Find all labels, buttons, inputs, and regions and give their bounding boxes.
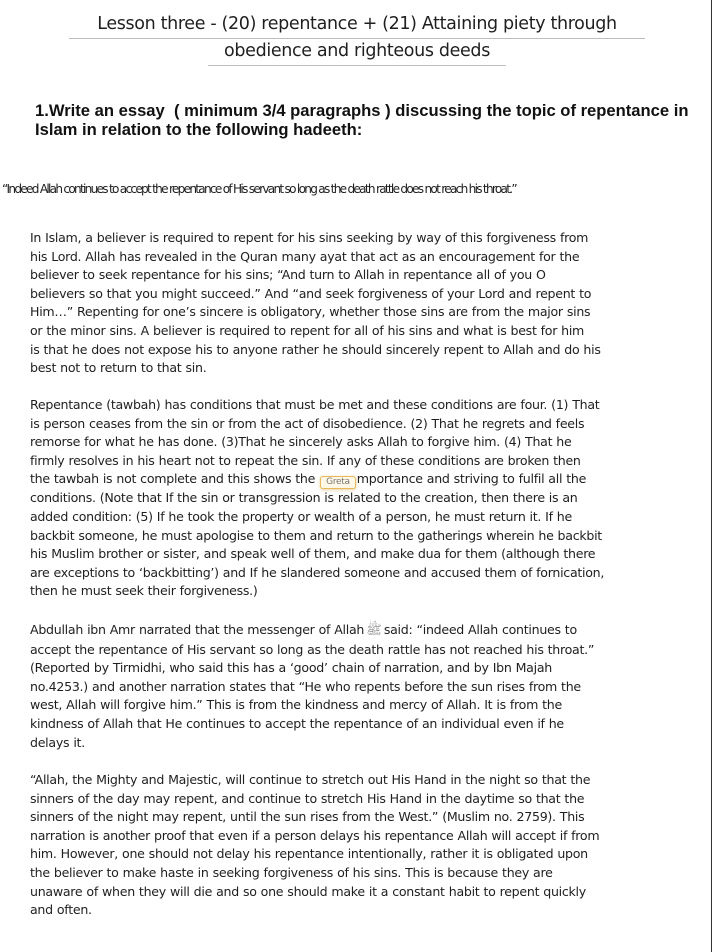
paragraph-line: is person ceases from the sin or from the act of disobedience. (2) That he regrets and feels <box>30 415 585 431</box>
paragraph-line: is that he does not expose his to anyone rather he should sincerely repent to Allah and do his <box>30 341 601 357</box>
paragraph-line: Repentance (tawbah) has conditions that must be met and these conditions are four. (1) That <box>30 397 600 412</box>
paragraph-line: Him…” Repenting for one’s sincere is obligatory, whether those sins are from the major sins <box>30 304 591 320</box>
paragraph-line: conditions. (Note that If the sin or transgression is related to the creation, then there is an <box>30 490 578 506</box>
paragraph-line: and often. <box>30 902 92 918</box>
paragraph-line: firmly resolves in his heart not to repeat the sin. If any of these conditions are broken then <box>30 452 581 468</box>
paragraph-line-with-honorific <box>30 621 690 641</box>
essay-paragraph-3 <box>30 621 690 752</box>
question-line-2: Islam in relation to the following hadeeth: <box>35 120 363 139</box>
line-text-before: Abdullah ibn Amr narrated that the messenger of Allah <box>30 622 365 637</box>
paragraph-line: best not to return to that sin. <box>30 360 207 376</box>
salla-honorific-icon: ﷺ <box>366 623 382 638</box>
paragraph-line: are exceptions to ‘backbitting’) and If he slandered someone and accused them of fornication, <box>30 564 605 580</box>
grammar-suggestion-marker[interactable]: Greta <box>320 476 356 489</box>
paragraph-line: his Muslim brother or sister, and speak well of them, and make dua for them (although there <box>30 546 596 562</box>
essay-paragraph-4 <box>30 771 690 920</box>
paragraph-line: his Lord. Allah has revealed in the Quran many ayat that act as an encouragement for the <box>30 248 580 264</box>
paragraph-line: In Islam, a believer is required to repent for his sins seeking by way of this forgiveness from <box>30 230 589 245</box>
question-line-1: 1.Write an essay ( minimum 3/4 paragraphs ) discussing the topic of repentance in <box>35 101 689 120</box>
paragraph-line-with-marker <box>30 470 690 489</box>
title-line-1: Lesson three - (20) repentance + (21) Attaining piety through <box>69 12 645 39</box>
paragraph-line: remorse for what he has done. (3)That he sincerely asks Allah to forgive him. (4) That he <box>30 434 572 450</box>
lesson-title <box>0 12 714 66</box>
paragraph-line: him. However, one should not delay his repentance intentionally, rather it is obligated upon <box>30 846 588 862</box>
paragraph-line: narration is another proof that even if a person delays his repentance Allah will accept if from <box>30 827 600 843</box>
title-line-2: obedience and righteous deeds <box>208 39 506 66</box>
essay-paragraph-1 <box>30 229 690 378</box>
page-right-border <box>711 0 712 952</box>
paragraph-line: unaware of when they will die and so one should make it a constant habit to repent quickly <box>30 883 586 899</box>
paragraph-line: (Reported by Tirmidhi, who said this has a ‘good’ chain of narration, and by Ibn Majah <box>30 660 552 676</box>
line-text-before: the tawbah is not complete and this shows the <box>30 471 320 487</box>
line-text-after: said: “indeed Allah continues to <box>383 622 577 637</box>
paragraph-line: then he must seek their forgiveness.) <box>30 583 258 599</box>
paragraph-line: kindness of Allah that He continues to accept the repentance of an individual even if he <box>30 715 564 731</box>
paragraph-line: “Allah, the Mighty and Majestic, will continue to stretch out His Hand in the night so that the <box>30 772 591 787</box>
paragraph-line: accept the repentance of His servant so long as the death rattle has not reached his throat.” <box>30 641 595 657</box>
paragraph-line: sinners of the day may repent, and continue to stretch His Hand in the daytime so that the <box>30 790 585 806</box>
paragraph-line: the believer to make haste in seeking forgiveness of his sins. This is because they are <box>30 864 553 880</box>
paragraph-line: delays it. <box>30 734 85 750</box>
paragraph-line: west, Allah will forgive him.” This is from the kindness and mercy of Allah. It is from the <box>30 697 562 713</box>
line-text-after: mportance and striving to fulfil all the <box>356 471 587 487</box>
hadeeth-quote: “Indeed Allah continues to accept the repentance of His servant so long as the death rattle does not reach his throat.” <box>2 182 516 196</box>
paragraph-line: sinners of the night may repent, until the sun rises from the West.” (Muslim no. 2759). This <box>30 809 585 825</box>
paragraph-line: believer to seek repentance for his sins; “And turn to Allah in repentance all of you O <box>30 267 546 283</box>
paragraph-line: added condition: (5) If he took the property or wealth of a person, he must return it. If he <box>30 508 572 524</box>
paragraph-line: believers so that you might succeed.” And “and seek forgiveness of your Lord and repent to <box>30 285 592 301</box>
essay-paragraph-2 <box>30 396 690 601</box>
essay-question <box>35 101 695 139</box>
paragraph-line: or the minor sins. A believer is required to repent for all of his sins and what is best for him <box>30 322 585 338</box>
paragraph-line: no.4253.) and another narration states that “He who repents before the sun rises from the <box>30 678 581 694</box>
paragraph-line: backbit someone, he must apologise to them and return to the gatherings wherein he backbit <box>30 527 602 543</box>
